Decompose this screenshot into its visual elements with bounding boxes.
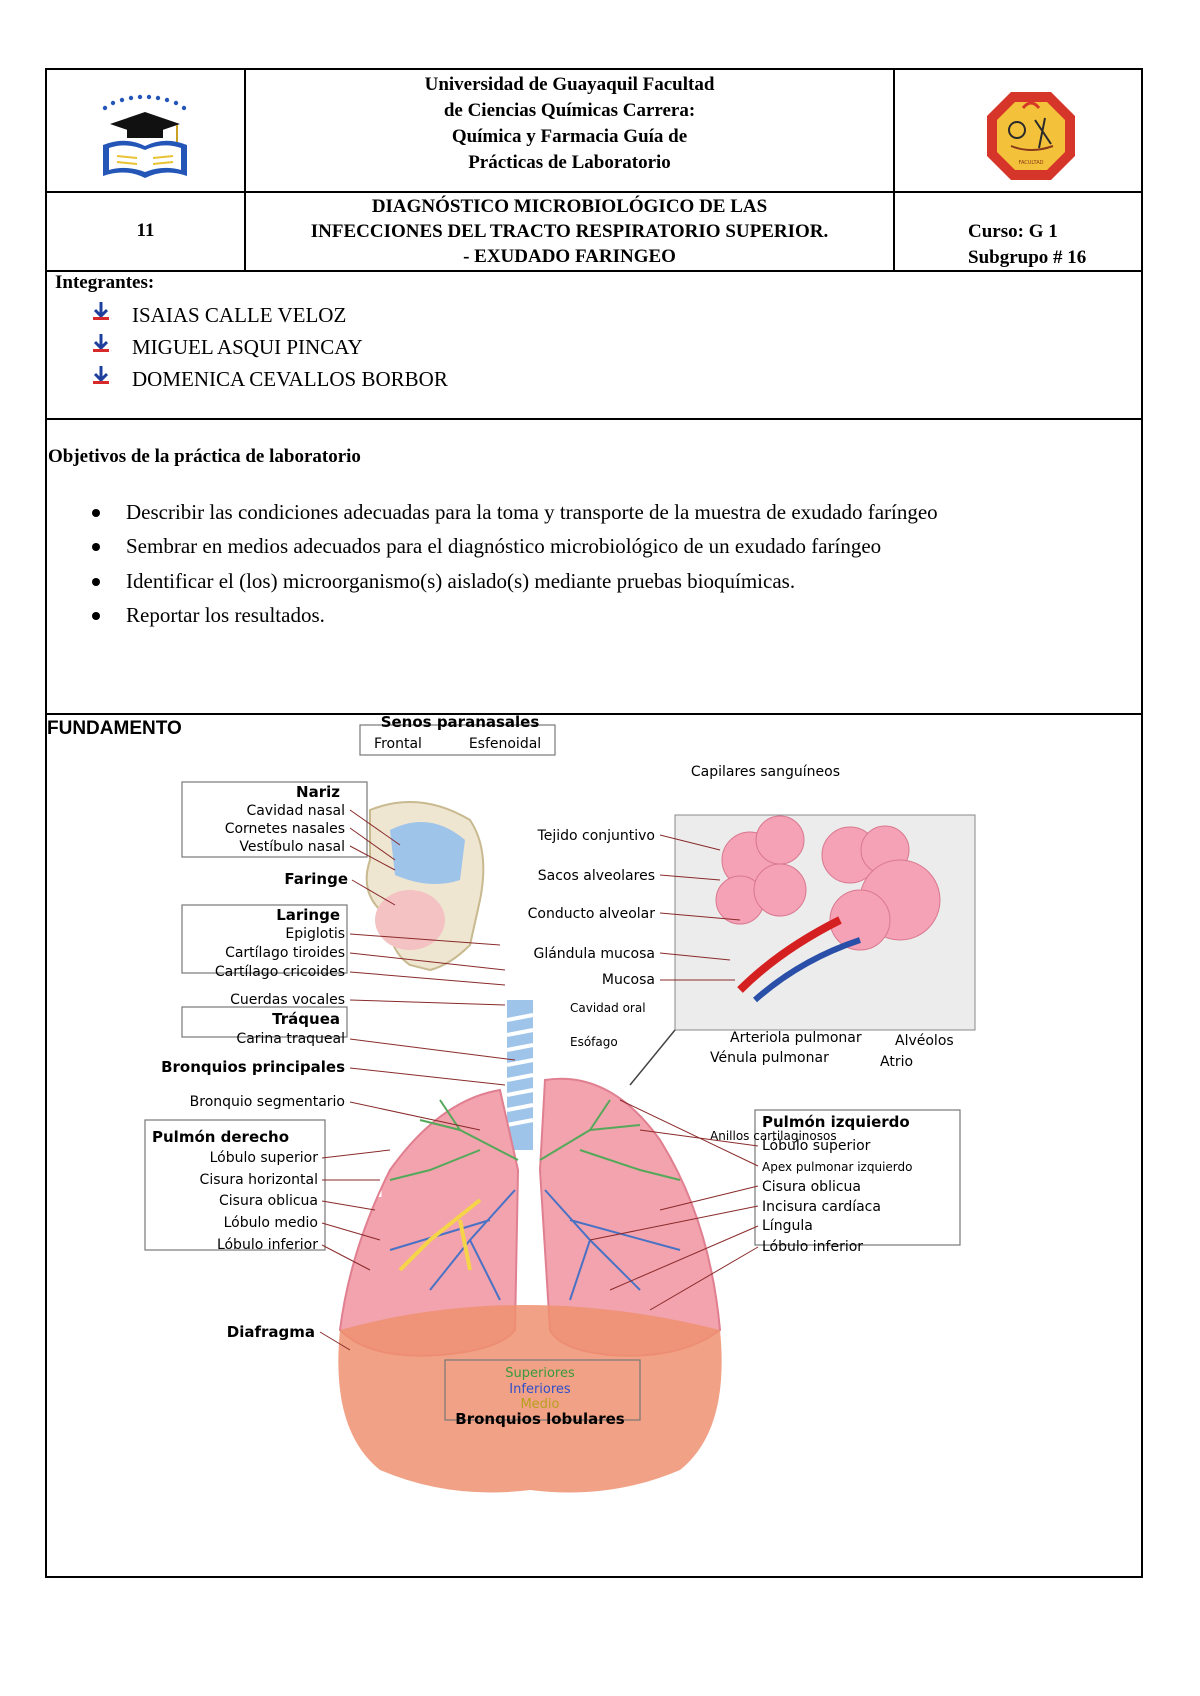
row-divider-1 xyxy=(45,191,1143,193)
pulmon-izquierdo-item: Língula xyxy=(762,1218,813,1234)
institution-line: Prácticas de Laboratorio xyxy=(468,152,671,173)
graduation-cap-logo-icon xyxy=(95,90,195,185)
pulmon-izquierdo-item: Lóbulo inferior xyxy=(762,1239,864,1255)
respiratory-system-diagram xyxy=(140,713,1070,1570)
institution-title xyxy=(246,72,893,176)
atrio-label: Atrio xyxy=(880,1054,914,1070)
objective-item xyxy=(92,534,881,559)
bullet-dot xyxy=(92,509,100,517)
cuerdas-label: Cuerdas vocales xyxy=(230,992,345,1008)
practice-title-line: - EXUDADO FARINGEO xyxy=(463,246,676,267)
alveolos-label: Alvéolos xyxy=(895,1033,954,1049)
esofago-label: Esófago xyxy=(570,1035,618,1049)
laringe-item: Cartílago tiroides xyxy=(225,945,345,961)
bullet-dot xyxy=(92,612,100,620)
practice-title-line: DIAGNÓSTICO MICROBIOLÓGICO DE LAS xyxy=(371,196,768,217)
zoom-pointer xyxy=(630,1030,675,1085)
bullet-dot xyxy=(92,578,100,586)
institution-line: Universidad de Guayaquil Facultad xyxy=(424,74,715,95)
arrow-bullet-icon xyxy=(92,302,132,328)
pulmon-derecho-item: Lóbulo medio xyxy=(223,1215,318,1231)
col-divider-2 xyxy=(893,68,895,271)
cavidad-oral-label: Cavidad oral xyxy=(570,1001,646,1015)
venula-label: Vénula pulmonar xyxy=(710,1050,829,1066)
member-name: MIGUEL ASQUI PINCAY xyxy=(132,334,363,359)
subgroup-label: Subgrupo # 16 xyxy=(968,247,1087,268)
member-item xyxy=(92,334,363,360)
row-divider-3 xyxy=(45,418,1143,420)
alveolar-label: Conducto alveolar xyxy=(527,906,655,922)
objective-text: Reportar los resultados. xyxy=(126,603,325,627)
carina-label: Carina traqueal xyxy=(236,1031,345,1047)
faculty-shield-logo-icon xyxy=(983,88,1079,184)
laringe-title: Laringe xyxy=(276,906,340,924)
bronquio-segmentario-label: Bronquio segmentario xyxy=(189,1094,345,1110)
pulmon-izquierdo-item: Lóbulo superior xyxy=(762,1138,871,1154)
objective-item xyxy=(92,500,938,525)
pulmon-derecho-item: Cisura horizontal xyxy=(199,1172,318,1188)
esfenoidal-label: Esfenoidal xyxy=(468,736,542,752)
left-logo xyxy=(95,90,195,185)
pulmon-derecho-item: Lóbulo inferior xyxy=(216,1237,318,1253)
fundamento-title: FUNDAMENTO xyxy=(47,718,182,739)
institution-line: de Ciencias Químicas Carrera: xyxy=(443,100,696,121)
practice-title xyxy=(246,194,893,269)
lobular-item: Inferiores xyxy=(509,1382,571,1397)
objective-item xyxy=(92,569,795,594)
member-item xyxy=(92,302,346,328)
pulmon-izquierdo-item: Apex pulmonar izquierdo xyxy=(762,1160,913,1174)
arrow-bullet-icon xyxy=(92,366,132,392)
practice-number: 11 xyxy=(136,220,155,241)
alveolar-label: Mucosa xyxy=(601,972,655,988)
objective-text: Describir las condiciones adecuadas para la toma y transporte de la muestra de exudado faríngeo xyxy=(126,500,938,524)
lobular-item: Superiores xyxy=(505,1366,575,1381)
pulmon-derecho-item: Cisura oblicua xyxy=(219,1193,318,1209)
frontal-label: Frontal xyxy=(374,736,422,752)
bullet-dot xyxy=(92,543,100,551)
course-info xyxy=(968,219,1086,271)
pulmon-derecho-item: Lóbulo superior xyxy=(209,1150,318,1166)
arrow-bullet-icon xyxy=(92,334,132,360)
member-name: DOMENICA CEVALLOS BORBOR xyxy=(132,366,448,391)
alveolar-label: Tejido conjuntivo xyxy=(537,828,655,844)
row-divider-4 xyxy=(45,713,1143,715)
bronquios-lobulares-title: Bronquios lobulares xyxy=(455,1410,625,1428)
objective-item xyxy=(92,603,325,628)
objective-text: Sembrar en medios adecuados para el diagnóstico microbiológico de un exudado faríngeo xyxy=(126,534,882,558)
member-name: ISAIAS CALLE VELOZ xyxy=(132,302,347,327)
institution-line: Química y Farmacia Guía de xyxy=(451,126,688,147)
alveolar-label: Sacos alveolares xyxy=(537,868,655,884)
arteriola-label: Arteriola pulmonar xyxy=(730,1030,862,1046)
laringe-item: Cartílago cricoides xyxy=(214,964,345,980)
nariz-item: Vestíbulo nasal xyxy=(239,839,345,855)
faringe-label: Faringe xyxy=(284,870,348,888)
pulmon-izquierdo-item: Incisura cardíaca xyxy=(762,1199,881,1215)
nariz-title: Nariz xyxy=(296,783,340,801)
objectives-title: Objetivos de la práctica de laboratorio xyxy=(48,446,361,467)
traquea-title: Tráquea xyxy=(272,1010,340,1028)
diafragma-label: Diafragma xyxy=(226,1323,315,1341)
pulmon-derecho-title: Pulmón derecho xyxy=(152,1128,290,1146)
laringe-item: Epiglotis xyxy=(285,926,345,942)
pulmon-izquierdo-title: Pulmón izquierdo xyxy=(762,1113,910,1131)
course-label: Curso: G 1 xyxy=(968,221,1058,242)
senos-title: Senos paranasales xyxy=(380,713,540,731)
lobular-item: Medio xyxy=(520,1397,560,1412)
svg-text:FACULTAD: FACULTAD xyxy=(1018,160,1044,166)
anillos-label: Anillos cartilaginosos xyxy=(710,1129,837,1143)
bronquios-principales-label: Bronquios principales xyxy=(161,1058,345,1076)
objective-text: Identificar el (los) microorganismo(s) aislado(s) mediante pruebas bioquímicas. xyxy=(126,569,796,593)
capilares-label: Capilares sanguíneos xyxy=(690,764,840,780)
right-logo xyxy=(983,88,1079,184)
member-item xyxy=(92,366,448,392)
members-label: Integrantes: xyxy=(55,272,155,293)
alveolar-label: Glándula mucosa xyxy=(533,946,655,962)
nariz-item: Cornetes nasales xyxy=(224,821,345,837)
pulmon-izquierdo-item: Cisura oblicua xyxy=(762,1179,861,1195)
practice-title-line: INFECCIONES DEL TRACTO RESPIRATORIO SUPERIOR. xyxy=(310,221,829,242)
nariz-item: Cavidad nasal xyxy=(246,803,345,819)
